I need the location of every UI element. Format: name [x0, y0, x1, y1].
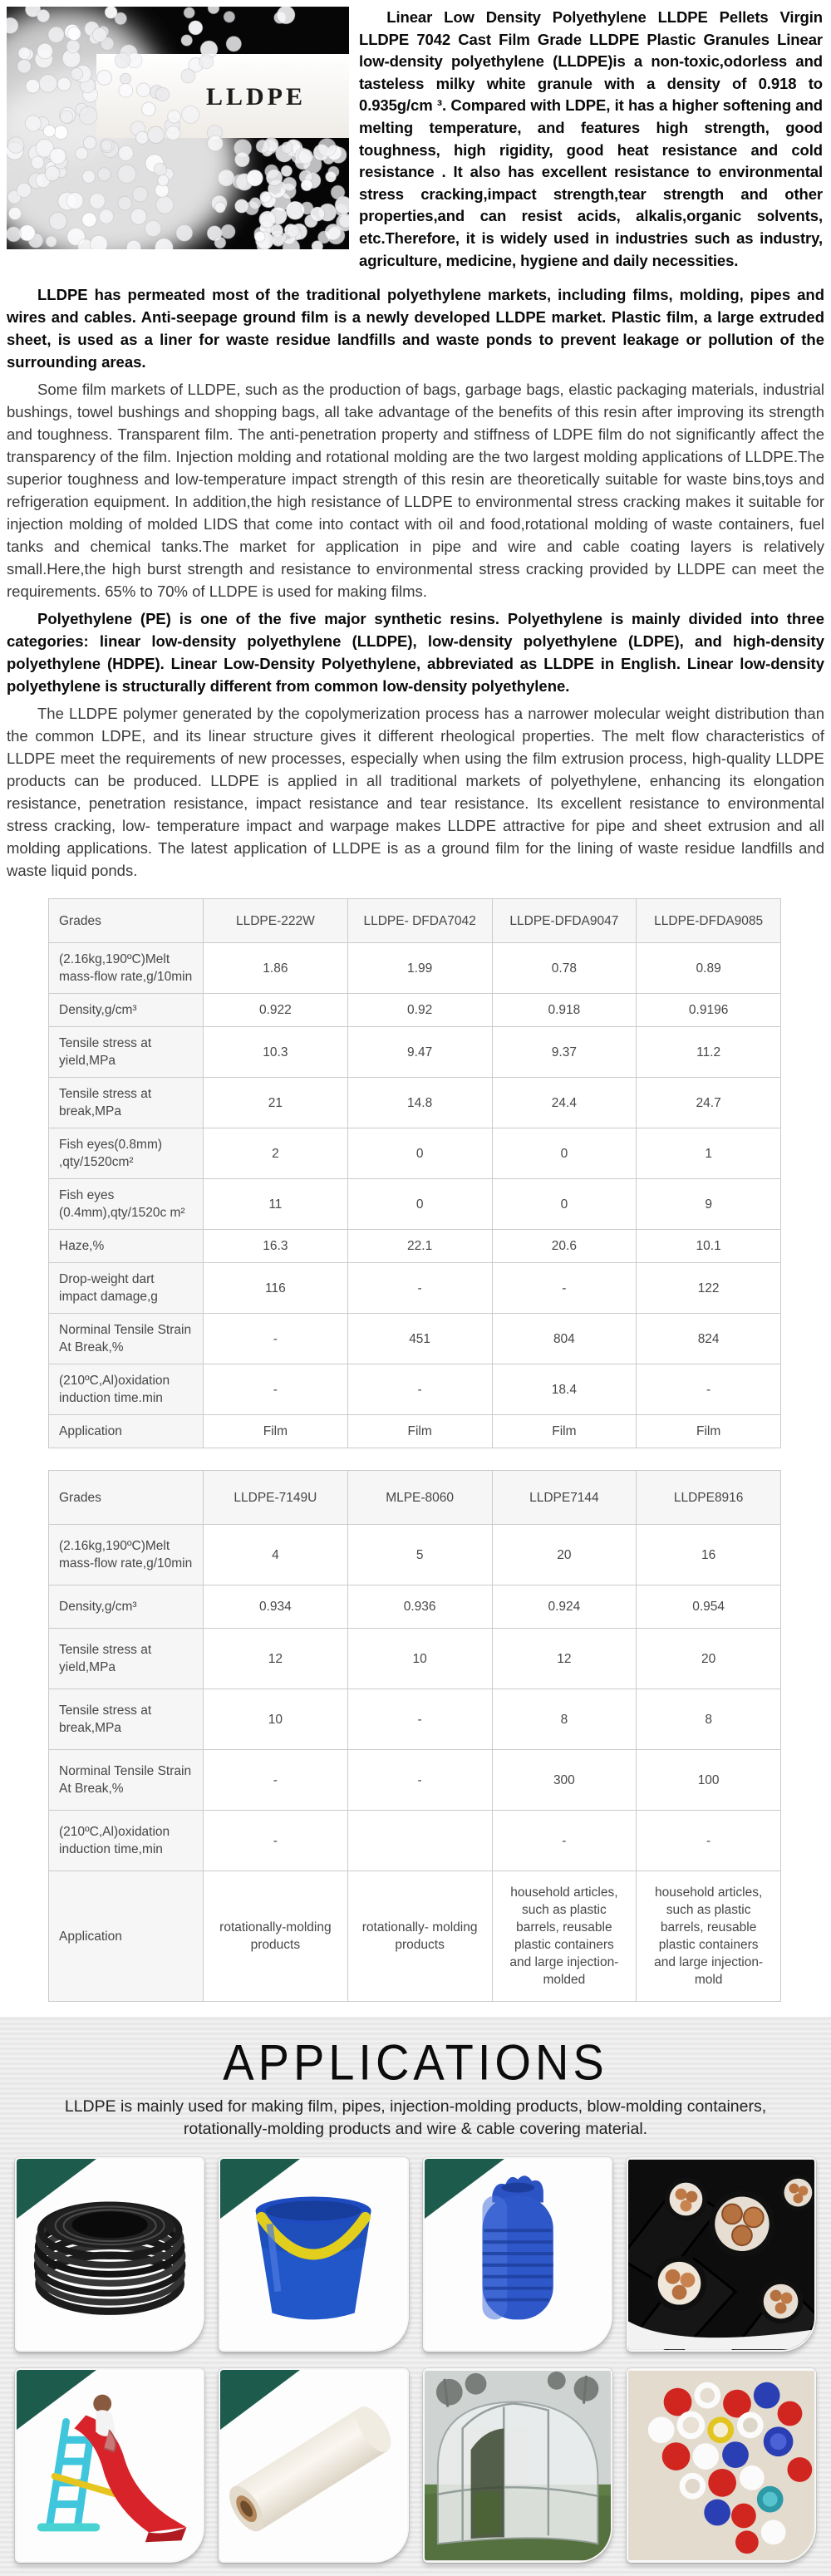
cell-value: - [204, 1314, 348, 1364]
cell-value: - [637, 1811, 781, 1871]
cell-value: - [492, 1811, 637, 1871]
film-roll-illustration [220, 2370, 406, 2561]
row-label: (210ºC,Al)oxidation induction time,min [49, 1811, 204, 1871]
table-row [49, 1871, 781, 2002]
cell-value: 8 [492, 1689, 637, 1750]
cell-value: 1 [637, 1128, 781, 1179]
cell-value: 0 [492, 1179, 637, 1230]
cell-value: 20 [492, 1525, 637, 1585]
table-header-row [49, 899, 781, 943]
pipe-coil-illustration [17, 2159, 203, 2350]
cell-value: household articles, such as plastic barrels, reusable plastic containers and large injection-mold [637, 1871, 781, 2002]
table-row [49, 1689, 781, 1750]
cell-value: 0.92 [347, 994, 492, 1027]
greenhouse-illustration [425, 2370, 611, 2561]
table-row [49, 1263, 781, 1314]
row-label: (2.16kg,190ºC)Melt mass-flow rate,g/10min [49, 1525, 204, 1585]
cell-value: 824 [637, 1314, 781, 1364]
app-image-greenhouse-film [423, 2368, 612, 2563]
row-label: Drop-weight dart impact damage,g [49, 1263, 204, 1314]
column-header: MLPE-8060 [347, 1471, 492, 1525]
cell-value: 18.4 [492, 1364, 637, 1415]
row-label: Application [49, 1871, 204, 2002]
cell-value: - [204, 1811, 348, 1871]
cell-value: - [347, 1263, 492, 1314]
cell-value: 804 [492, 1314, 637, 1364]
cell-value: 9 [637, 1179, 781, 1230]
cell-value: 116 [204, 1263, 348, 1314]
hero-section [0, 0, 831, 272]
pellets-graphic [7, 7, 349, 249]
cell-value: 0 [347, 1128, 492, 1179]
row-label: Norminal Tensile Strain At Break,% [49, 1750, 204, 1811]
cell-value: - [347, 1364, 492, 1415]
cell-value: 0.936 [347, 1585, 492, 1629]
cell-value: 14.8 [347, 1078, 492, 1128]
applications-title: APPLICATIONS [223, 2033, 608, 2091]
hero-product-image [7, 7, 349, 249]
row-label: Tensile stress at break,MPa [49, 1078, 204, 1128]
applications-grid-row-1 [0, 2157, 831, 2352]
cell-value: 12 [492, 1629, 637, 1689]
column-header: LLDPE8916 [637, 1471, 781, 1525]
bucket-illustration [220, 2159, 406, 2350]
applications-grid-row-2 [0, 2368, 831, 2563]
column-header: LLDPE-DFDA9085 [637, 899, 781, 943]
cell-value: 12 [204, 1629, 348, 1689]
table-row [49, 1750, 781, 1811]
cell-value: 11.2 [637, 1027, 781, 1078]
cell-value: 1.99 [347, 943, 492, 994]
table-row [49, 1525, 781, 1585]
cell-value: household articles, such as plastic barrels, reusable plastic containers and large injection- molded [492, 1871, 637, 2002]
app-image-plastic-bucket [219, 2157, 408, 2352]
applications-subtitle: LLDPE is mainly used for making film, pipes, injection-molding products, blow-molding containers, rotationally-molding products and wire & cable covering material. [64, 2097, 767, 2139]
cell-value: - [347, 1689, 492, 1750]
water-tank-illustration [425, 2159, 611, 2350]
cell-value: 0 [492, 1128, 637, 1179]
description-paragraphs [0, 272, 831, 882]
cell-value: 24.4 [492, 1078, 637, 1128]
column-header: LLDPE-222W [204, 899, 348, 943]
table-row [49, 1179, 781, 1230]
cell-value: 4 [204, 1525, 348, 1585]
applications-section [0, 2017, 831, 2576]
row-label: Tensile stress at yield,MPa [49, 1027, 204, 1078]
cell-value: 21 [204, 1078, 348, 1128]
table-row [49, 1027, 781, 1078]
column-header: LLDPE- DFDA7042 [347, 899, 492, 943]
cell-value: 10.3 [204, 1027, 348, 1078]
cell-value: 20 [637, 1629, 781, 1689]
cell-value: 0.922 [204, 994, 348, 1027]
row-label: Fish eyes(0.8mm) ,qty/1520cm² [49, 1128, 204, 1179]
table-row [49, 1314, 781, 1364]
paragraph: The LLDPE polymer generated by the copolymerization process has a narrower molecular weight distribution than the common LDPE, and its linear structure gives it different rheological properties. The melt flow characteristics of LLDPE meet the requirements of new processes, especially when using the film extrusion process, high-quality LLDPE products can be produced. LLDPE is applied in all traditional markets of polyethylene, enhancing its elongation resistance, penetration resistance, impact resistance and tear resistance. Its excellent resistance to environmental stress cracking, low- temperature impact and warpage makes LLDPE attractive for pipe and sheet extrusion and all molding applications. The latest application of LLDPE is as a ground film for the lining of waste residue landfills and waste liquid ponds. [7, 705, 824, 880]
hero-image-label: LLDPE [205, 83, 307, 111]
cell-value: 0.934 [204, 1585, 348, 1629]
paragraph: LLDPE has permeated most of the traditional polyethylene markets, including films, molding, pipes and wires and cables. Anti-seepage ground film is a newly developed LLDPE market. Plastic film, a large extruded sheet, is used as a liner for waste residue landfills and waste ponds to prevent leakage or pollution of the surrounding areas. [7, 286, 824, 371]
cell-value: 24.7 [637, 1078, 781, 1128]
cell-value: 0.918 [492, 994, 637, 1027]
hero-intro-text: Linear Low Density Polyethylene LLDPE Pellets Virgin LLDPE 7042 Cast Film Grade LLDPE Plastic Granules Linear low-density polyethylene (LLDPE)is a non-toxic,odorless and tasteless milky white granule with a density of 0.918 to 0.935g/cm ³. Compared with LDPE, it has a higher softening and melting temperature, and features high strength, good toughness, high rigidity, good heat resistance and cold resistance . It also has excellent resistance to environmental stress cracking,impact strength,tear strength and other properties,and can resist acids, alkalis,organic solvents, etc.Therefore, it is widely used in industries such as industry, agriculture, medicine, hygiene and daily necessities. [359, 8, 823, 269]
app-image-stretch-film-roll [219, 2368, 408, 2563]
row-label: Tensile stress at yield,MPa [49, 1629, 204, 1689]
paragraph: Polyethylene (PE) is one of the five major synthetic resins. Polyethylene is mainly divided into three categories: linear low-density polyethylene (LLDPE), low-density polyethylene (LDPE), and high-density polyethylene (HDPE). Linear Low-Density Polyethylene, abbreviated as LLDPE in English. Linear low-density polyethylene is structurally different from common low-density polyethylene. [7, 610, 824, 696]
row-label: (210ºC,Al)oxidation induction time.min [49, 1364, 204, 1415]
cell-value: 300 [492, 1750, 637, 1811]
cell-value: rotationally-molding products [204, 1871, 348, 2002]
row-label: (2.16kg,190ºC)Melt mass-flow rate,g/10min [49, 943, 204, 994]
cell-value: 0.9196 [637, 994, 781, 1027]
cell-value: 0.924 [492, 1585, 637, 1629]
cell-value: 10.1 [637, 1230, 781, 1263]
table-row [49, 1585, 781, 1629]
cell-value: - [637, 1364, 781, 1415]
cell-value: 1.86 [204, 943, 348, 994]
app-image-kids-slide [15, 2368, 204, 2563]
cell-value: Film [492, 1415, 637, 1448]
header-grades: Grades [49, 1471, 204, 1525]
table-row [49, 1078, 781, 1128]
cell-value: 5 [347, 1525, 492, 1585]
cell-value: 122 [637, 1263, 781, 1314]
column-header: LLDPE-DFDA9047 [492, 899, 637, 943]
table-row [49, 1128, 781, 1179]
cell-value: 10 [347, 1629, 492, 1689]
cell-value: 10 [204, 1689, 348, 1750]
cell-value: - [492, 1263, 637, 1314]
cell-value: 100 [637, 1750, 781, 1811]
row-label: Density,g/cm³ [49, 1585, 204, 1629]
app-image-bottle-caps [627, 2368, 816, 2563]
cell-value: 11 [204, 1179, 348, 1230]
table-row [49, 1811, 781, 1871]
header-grades: Grades [49, 899, 204, 943]
app-image-pipe-coil [15, 2157, 204, 2352]
cell-value: 8 [637, 1689, 781, 1750]
cell-value: Film [204, 1415, 348, 1448]
cell-value: - [204, 1750, 348, 1811]
cell-value: 16.3 [204, 1230, 348, 1263]
cell-value: 0.954 [637, 1585, 781, 1629]
table-row [49, 994, 781, 1027]
cell-value: 0.78 [492, 943, 637, 994]
cell-value: 0.89 [637, 943, 781, 994]
app-image-power-cables [627, 2157, 816, 2352]
cell-value: Film [347, 1415, 492, 1448]
cell-value: 9.37 [492, 1027, 637, 1078]
row-label: Tensile stress at break,MPa [49, 1689, 204, 1750]
cell-value: 2 [204, 1128, 348, 1179]
table-row [49, 1629, 781, 1689]
table-row [49, 1230, 781, 1263]
cell-value: 9.47 [347, 1027, 492, 1078]
cell-value: 0 [347, 1179, 492, 1230]
cell-value [347, 1811, 492, 1871]
table-row [49, 1415, 781, 1448]
paragraph: Some film markets of LLDPE, such as the production of bags, garbage bags, elastic packaging materials, industrial bushings, towel bushings and shopping bags, all take advantage of the benefits of this resin after improving its strength and toughness. Transparent film. The anti-penetration property and stiffness of LDPE film do not significantly affect the transparency of the film. Injection molding and rotational molding are the two largest molding applications of LLDPE.The superior toughness and low-temperature impact strength of this resin are theoretically suitable for waste bins,toys and refrigeration equipment. In addition,the high resistance of LLDPE to environmental stress cracking makes it suitable for injection molding of molded LIDS that come into contact with oil and food,rotational molding of waste containers, fuel tanks and chemical tanks.The market for application in pipe and wire and cable coating layers is relatively small.Here,the high burst strength and resistance to environmental stress cracking provided by LLDPE can meet the requirements. 65% to 70% of LLDPE is used for making films. [7, 381, 824, 601]
row-label: Haze,% [49, 1230, 204, 1263]
cell-value: - [347, 1750, 492, 1811]
cell-value: 20.6 [492, 1230, 637, 1263]
app-image-water-tank [423, 2157, 612, 2352]
spec-table-molding-grades [48, 1470, 781, 2002]
cell-value: 451 [347, 1314, 492, 1364]
column-header: LLDPE-7149U [204, 1471, 348, 1525]
table-row [49, 1364, 781, 1415]
cables-illustration [628, 2159, 814, 2350]
table-row [49, 943, 781, 994]
row-label: Application [49, 1415, 204, 1448]
spec-table-film-grades [48, 898, 781, 1448]
row-label: Density,g/cm³ [49, 994, 204, 1027]
column-header: LLDPE7144 [492, 1471, 637, 1525]
cell-value: 22.1 [347, 1230, 492, 1263]
cell-value: Film [637, 1415, 781, 1448]
row-label: Norminal Tensile Strain At Break,% [49, 1314, 204, 1364]
table-header-row [49, 1471, 781, 1525]
bottle-caps-illustration [628, 2370, 814, 2561]
slide-illustration [17, 2370, 203, 2561]
row-label: Fish eyes (0.4mm),qty/1520c m² [49, 1179, 204, 1230]
cell-value: rotationally- molding products [347, 1871, 492, 2002]
cell-value: 16 [637, 1525, 781, 1585]
cell-value: - [204, 1364, 348, 1415]
